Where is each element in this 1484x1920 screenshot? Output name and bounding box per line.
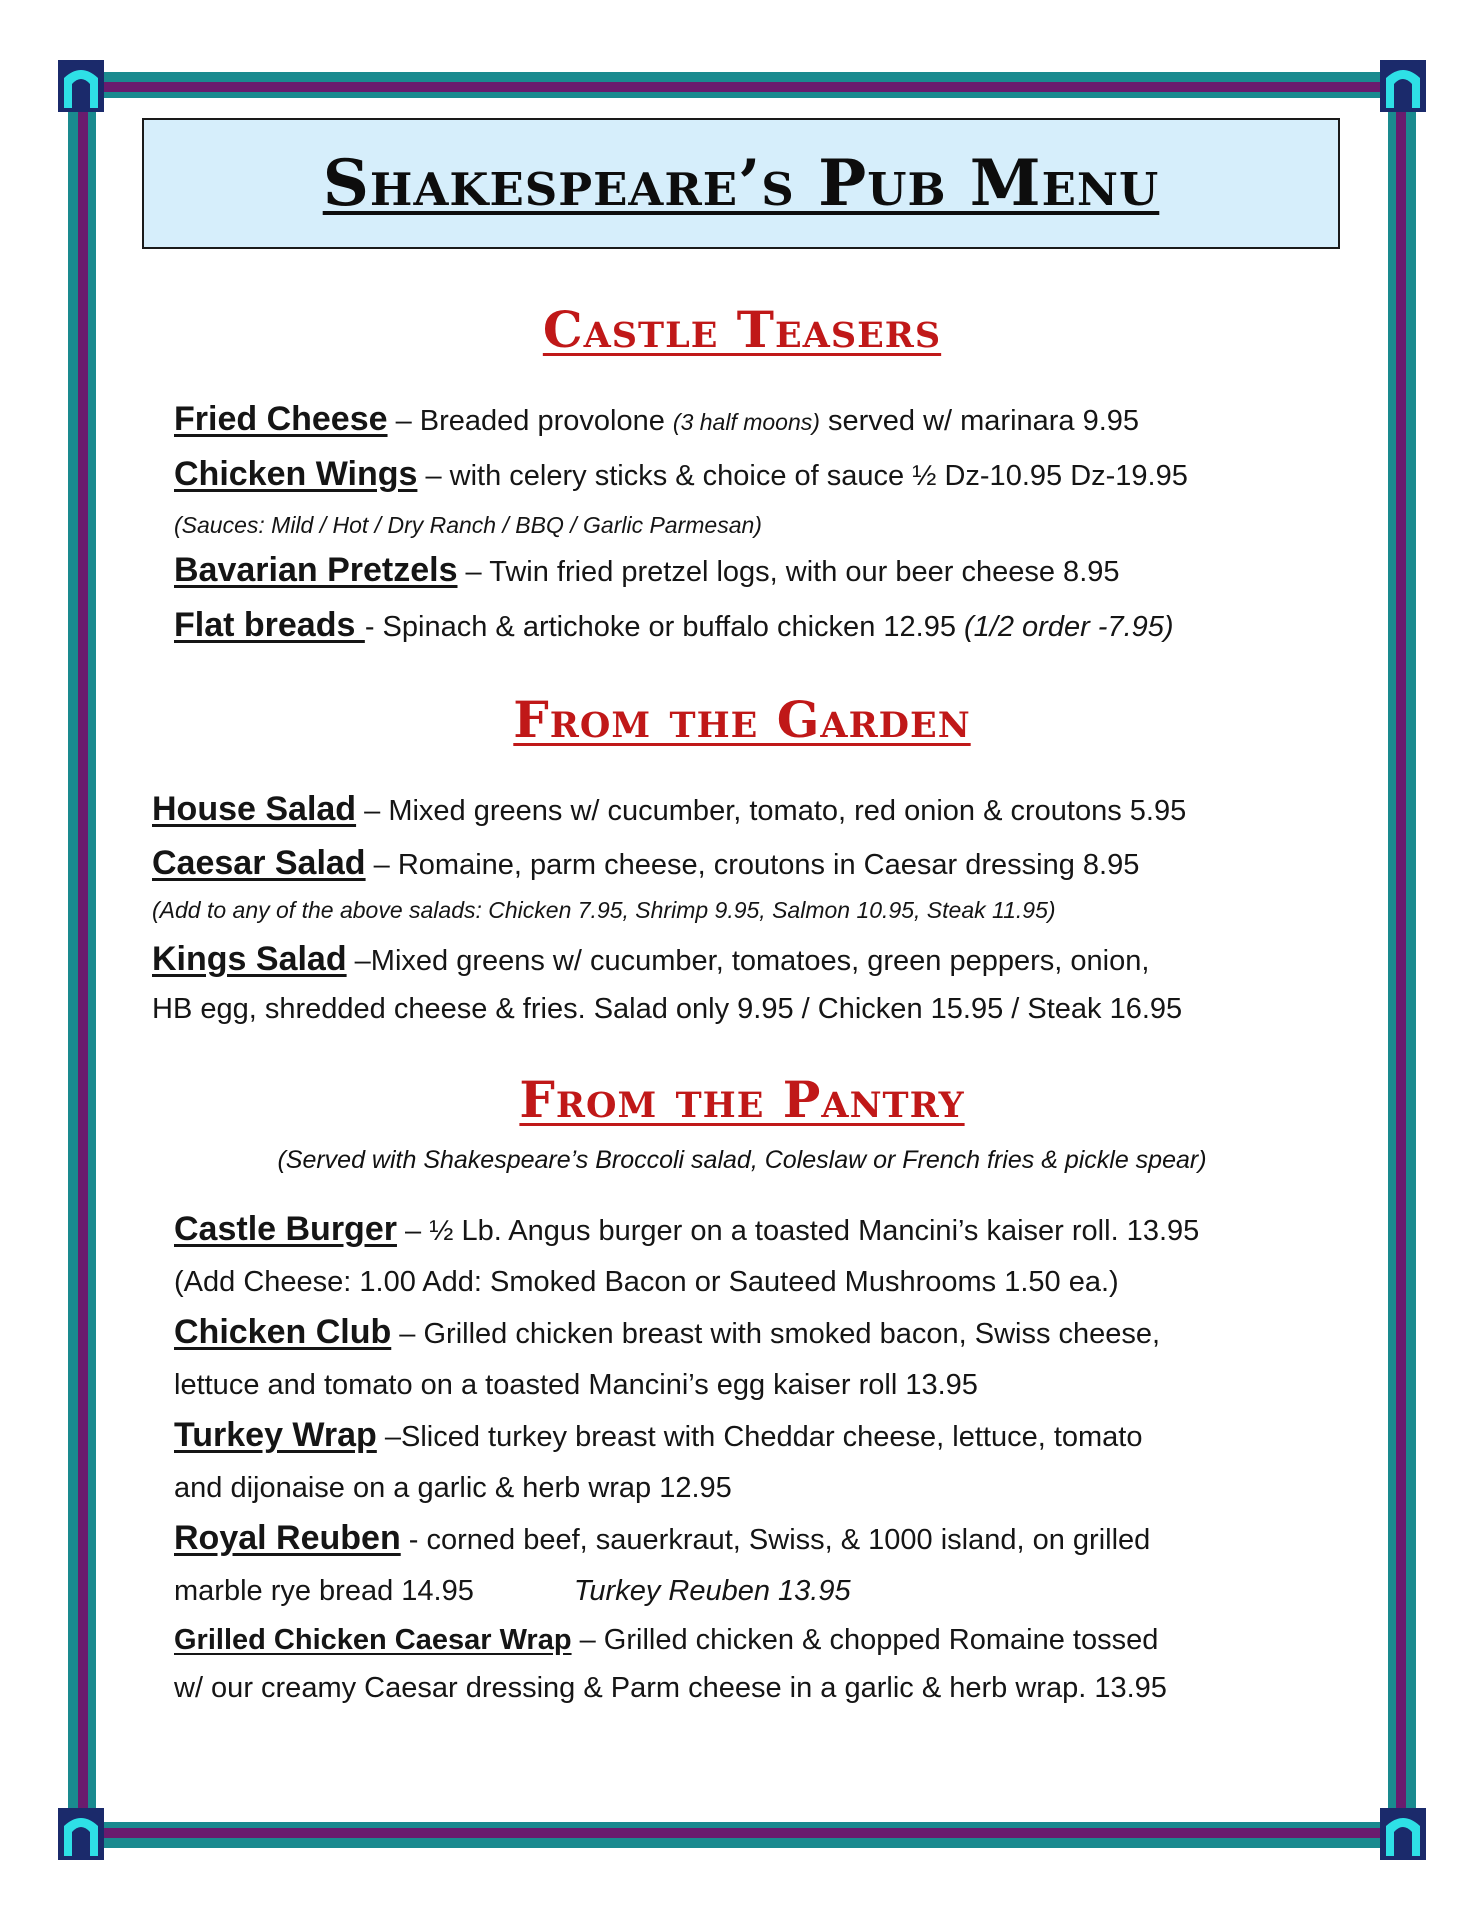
item-name: Chicken Club	[174, 1313, 392, 1351]
item-name: House Salad	[152, 790, 357, 828]
item-desc-2: served w/ marinara 9.95	[819, 405, 1140, 437]
page-title: Shakespeare’s Pub Menu	[322, 146, 1160, 221]
item-note: (3 half moons)	[672, 409, 820, 435]
kings-salad-desc-2: HB egg, shredded cheese & fries. Salad only 9.95 / Chicken 15.95 / Steak 16.95	[152, 993, 1183, 1025]
menu-item-house-salad	[152, 790, 1186, 829]
menu-item-caesar-salad	[152, 844, 1139, 883]
item-note: (1/2 order -7.95)	[964, 611, 1174, 643]
menu-item-kings-salad	[152, 940, 1149, 979]
royal-reuben-desc-2: marble rye bread 14.95 Turkey Reuben 13.95	[174, 1575, 851, 1607]
section-heading-garden: From the Garden	[513, 690, 971, 749]
section-heading-pantry: From the Pantry	[519, 1070, 965, 1129]
item-desc: - Spinach & artichoke or buffalo chicken 12.95	[364, 611, 965, 643]
item-name: Grilled Chicken Caesar Wrap	[174, 1624, 572, 1656]
section-heading-castle-teasers: Castle Teasers	[542, 300, 942, 359]
caesar-wrap-desc-2: w/ our creamy Caesar dressing & Parm cheese in a garlic & herb wrap. 13.95	[174, 1672, 1167, 1704]
item-name: Caesar Salad	[152, 844, 366, 882]
sauces-note: (Sauces: Mild / Hot / Dry Ranch / BBQ / Garlic Parmesan)	[174, 512, 762, 538]
item-name: Kings Salad	[152, 940, 347, 978]
item-desc: – Breaded provolone	[387, 405, 673, 437]
menu-item-turkey-wrap	[174, 1416, 1143, 1455]
turkey-reuben-option: Turkey Reuben 13.95	[573, 1575, 851, 1607]
menu-item-fried-cheese	[174, 400, 1139, 439]
item-desc: – Twin fried pretzel logs, with our beer cheese 8.95	[457, 556, 1120, 588]
menu-item-castle-burger	[174, 1210, 1199, 1249]
item-desc: – ½ Lb. Angus burger on a toasted Mancini’s kaiser roll. 13.95	[396, 1215, 1200, 1247]
item-name: Bavarian Pretzels	[174, 551, 458, 589]
menu-item-chicken-wings	[174, 455, 1188, 494]
menu-item-chicken-club	[174, 1313, 1160, 1352]
turkey-wrap-desc-2: and dijonaise on a garlic & herb wrap 12.95	[174, 1472, 732, 1504]
item-desc: - corned beef, sauerkraut, Swiss, & 1000 island, on grilled	[400, 1524, 1151, 1556]
item-desc: – Grilled chicken & chopped Romaine tossed	[571, 1624, 1159, 1656]
item-name: Fried Cheese	[174, 400, 388, 438]
menu-item-bavarian-pretzels	[174, 551, 1120, 590]
castle-burger-desc-2: (Add Cheese: 1.00 Add: Smoked Bacon or Sauteed Mushrooms 1.50 ea.)	[174, 1266, 1119, 1298]
item-name: Royal Reuben	[174, 1519, 401, 1557]
item-name: Chicken Wings	[174, 455, 418, 493]
menu-item-flat-breads	[174, 606, 1174, 645]
item-name: Castle Burger	[174, 1210, 397, 1248]
item-desc: – Mixed greens w/ cucumber, tomato, red onion & croutons 5.95	[356, 795, 1187, 827]
title-box	[142, 118, 1340, 249]
salad-add-note: (Add to any of the above salads: Chicken 7.95, Shrimp 9.95, Salmon 10.95, Steak 11.95)	[152, 897, 1056, 923]
item-desc: – Grilled chicken breast with smoked bacon, Swiss cheese,	[391, 1318, 1161, 1350]
item-desc: – Romaine, parm cheese, croutons in Caesar dressing 8.95	[365, 849, 1140, 881]
menu-item-royal-reuben	[174, 1519, 1150, 1558]
pantry-served-note: (Served with Shakespeare’s Broccoli salad, Coleslaw or French fries & pickle spear)	[277, 1146, 1207, 1174]
item-name: Flat breads	[174, 606, 365, 644]
menu-item-grilled-chicken-caesar-wrap	[174, 1624, 1158, 1657]
chicken-club-desc-2: lettuce and tomato on a toasted Mancini’s egg kaiser roll 13.95	[174, 1369, 978, 1401]
item-desc: –Mixed greens w/ cucumber, tomatoes, green peppers, onion,	[346, 945, 1150, 977]
item-name: Turkey Wrap	[174, 1416, 377, 1454]
item-desc: –Sliced turkey breast with Cheddar cheese, lettuce, tomato	[376, 1421, 1143, 1453]
item-desc: – with celery sticks & choice of sauce ½ Dz-10.95 Dz-19.95	[417, 460, 1188, 492]
